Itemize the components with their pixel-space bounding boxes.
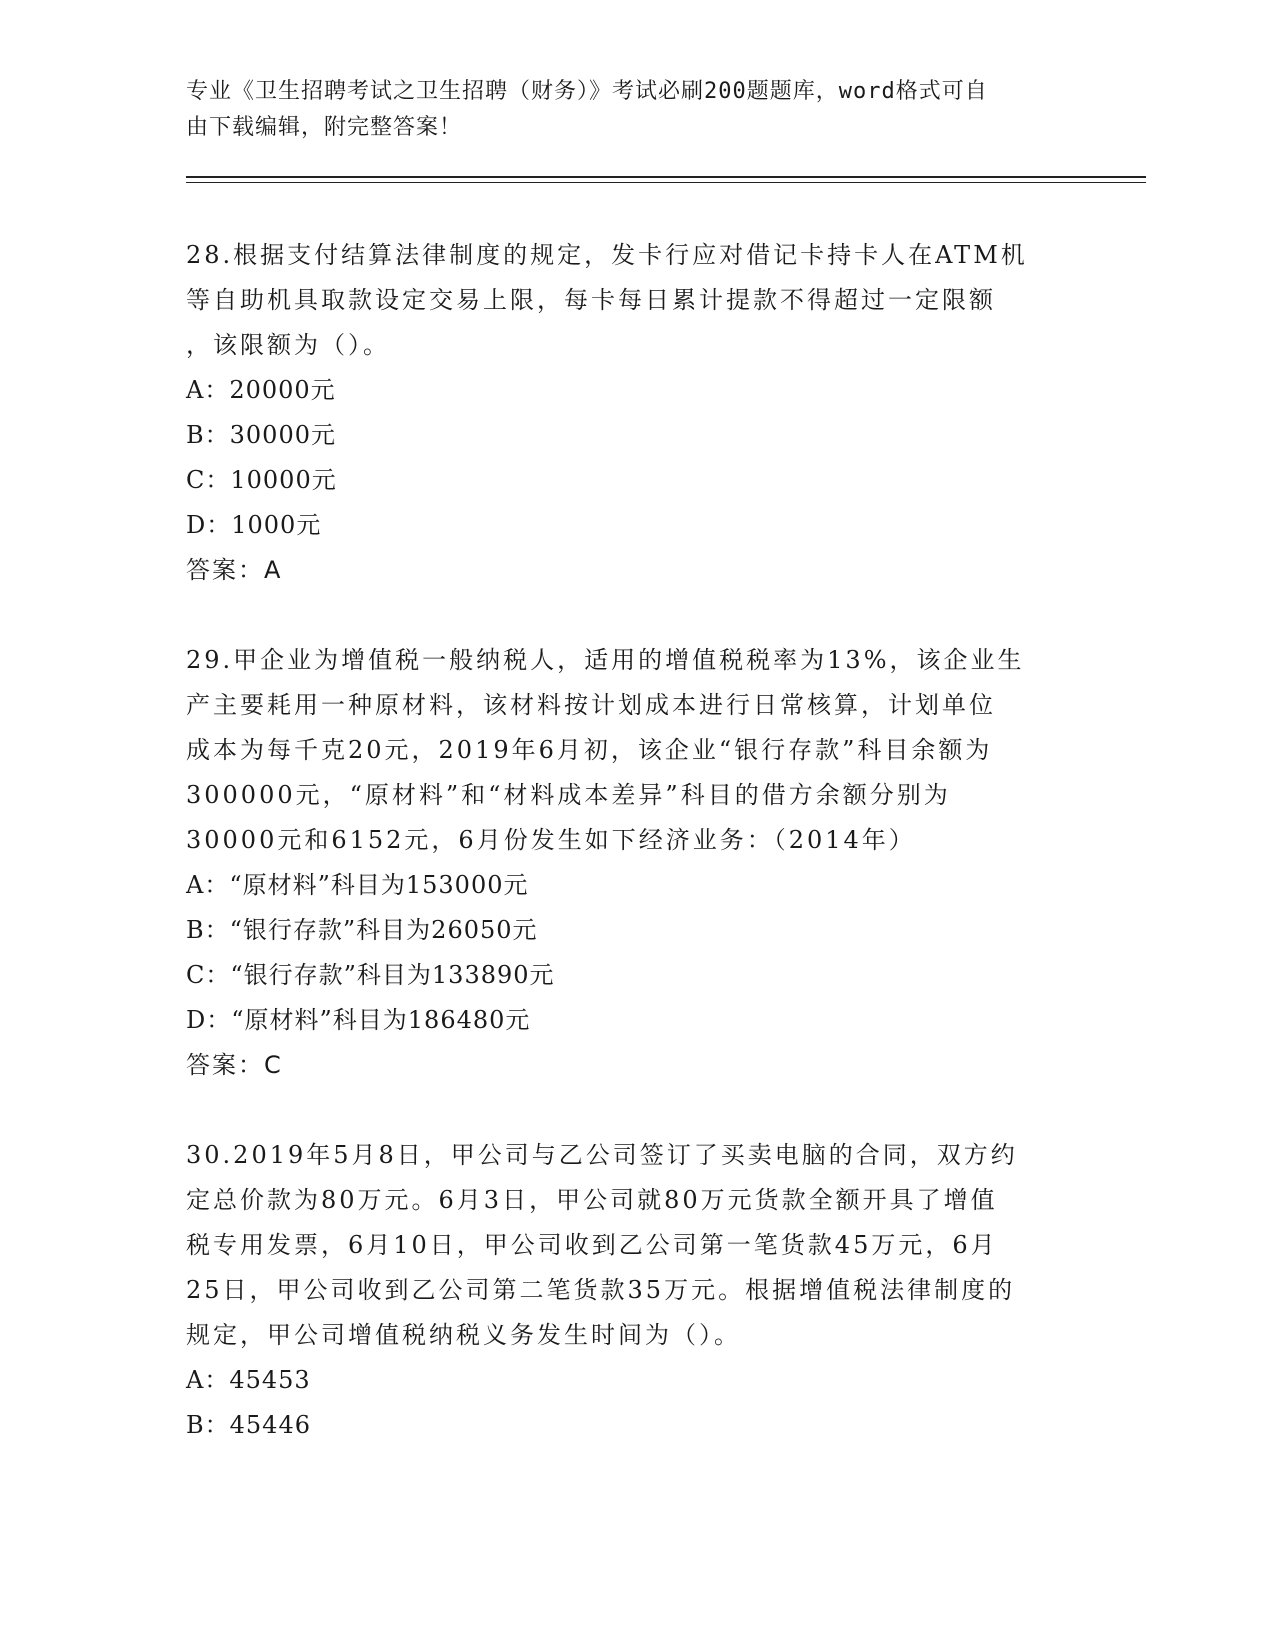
option-c: C：10000元 (186, 466, 337, 494)
question-stem: 28.根据支付结算法律制度的规定，发卡行应对借记卡持卡人在ATM机 等自助机具取款设定交易上限，每卡每日累计提款不得超过一定限额 ，该限额为（）。 (186, 241, 1028, 359)
question-30 (186, 1133, 1086, 1448)
document-header (186, 74, 1066, 146)
header-rule-thin (186, 182, 1146, 183)
answer-line: 答案：C (186, 1051, 283, 1079)
option-c: C：“银行存款”科目为133890元 (186, 961, 555, 989)
question-spacer (186, 1088, 1086, 1133)
option-b: B：30000元 (186, 421, 336, 449)
option-d: D：“原材料”科目为186480元 (186, 1006, 531, 1034)
header-rule-thick (186, 176, 1146, 178)
option-a: A：20000元 (186, 376, 336, 404)
question-stem: 30.2019年5月8日，甲公司与乙公司签订了买卖电脑的合同，双方约 定总价款为80万元。6月3日，甲公司就80万元货款全额开具了增值 税专用发票，6月10日，甲公司收到乙公司第一笔货款45万元，6月 25日，甲公司收到乙公司第二笔货款35万元。根据增值税法律制度的 规定，甲公司增值税纳税义务发生时间为（）。 (186, 1141, 1018, 1349)
question-spacer (186, 593, 1086, 638)
option-d: D：1000元 (186, 511, 322, 539)
option-a: A：45453 (186, 1366, 311, 1394)
question-29 (186, 638, 1086, 1088)
question-stem: 29.甲企业为增值税一般纳税人，适用的增值税税率为13%，该企业生 产主要耗用一种原材料，该材料按计划成本进行日常核算，计划单位 成本为每千克20元，2019年6月初，该企业“银行存款”科目余额为 300000元，“原材料”和“材料成本差异”科目的借方余额分别为 30000元和6152元，6月份发生如下经济业务：（2014年） (186, 646, 1025, 854)
questions-content (186, 233, 1086, 1448)
header-line-2: 由下载编辑，附完整答案！ (186, 115, 463, 140)
option-b: B：45446 (186, 1411, 311, 1439)
answer-line: 答案：A (186, 556, 283, 584)
header-line-1: 专业《卫生招聘考试之卫生招聘（财务）》考试必刷200题题库，word格式可自 (186, 79, 988, 104)
option-b: B：“银行存款”科目为26050元 (186, 916, 538, 944)
question-28 (186, 233, 1086, 593)
option-a: A：“原材料”科目为153000元 (186, 871, 529, 899)
